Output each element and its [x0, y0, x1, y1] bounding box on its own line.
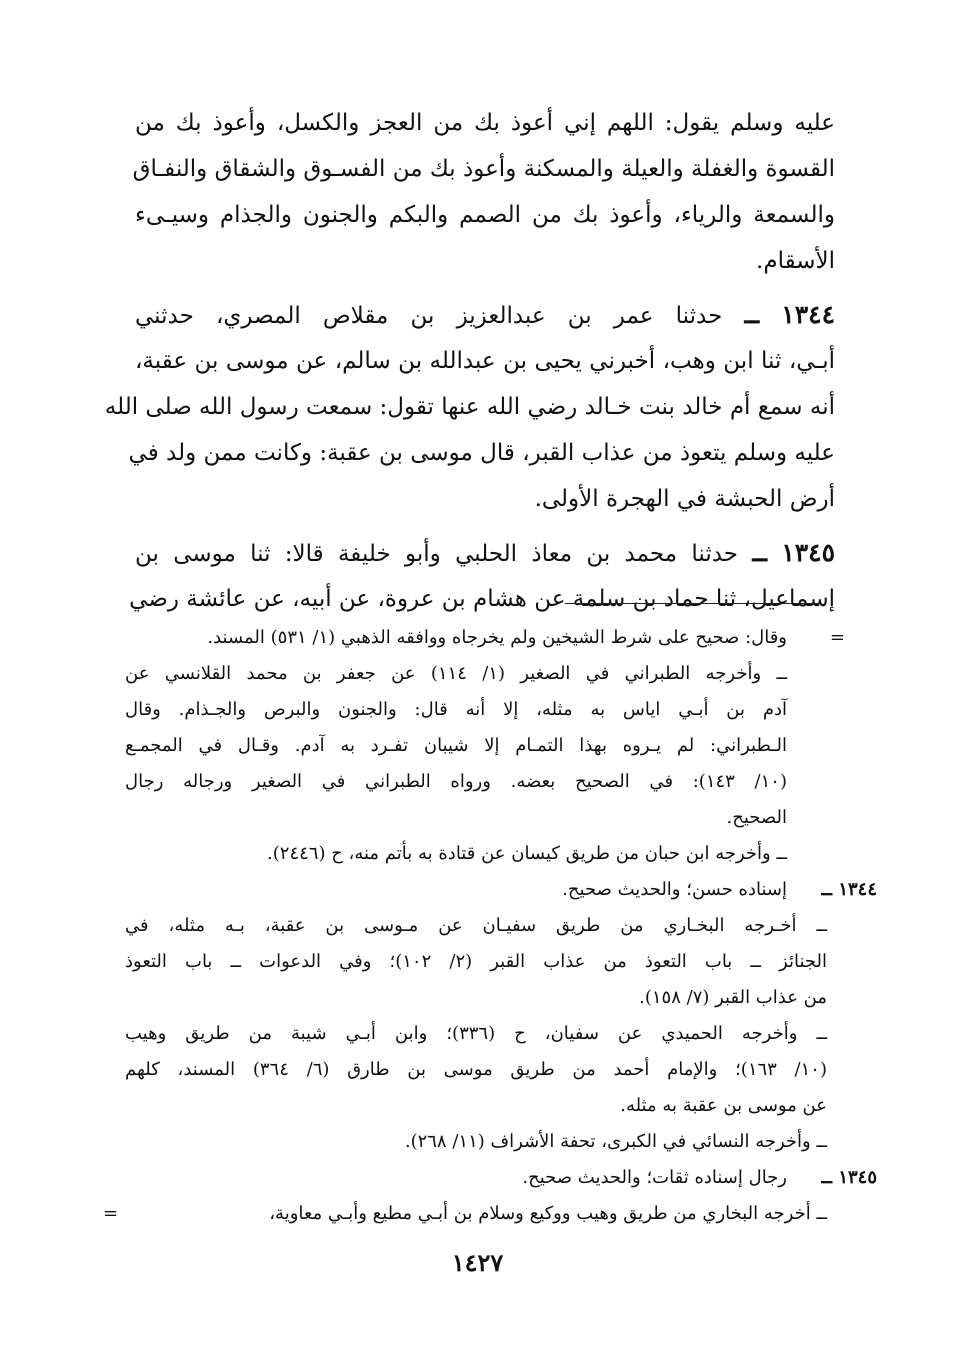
continuation-mark-end: =: [103, 1203, 119, 1224]
footnote-line: ــ أخـرجه البخـاري من طريق سفيـان عن مـوسى بن عقبة، بـه مثله، في: [125, 915, 827, 936]
footnote-line: من عذاب القبر (٧/ ١٥٨).: [639, 987, 827, 1008]
text-line: والسمعة والرياء، وأعوذ بك من الصمم والبكم والجنون والجذام وسيـىء: [135, 202, 835, 228]
main-text: [104, 100, 836, 622]
footnote-line: الـطبراني: لم يـروه بهذا التمـام إلا شيبان تفـرد به آدم. وقـال في المجمـع: [125, 735, 787, 756]
footnote-1344-heading: ١٣٤٤ ــ إسناده حسن؛ والحديث صحيح.: [125, 872, 827, 908]
footnote-separator: [565, 603, 820, 604]
footnote-line: عن موسى بن عقبة به مثله.: [620, 1095, 827, 1116]
hadith-dash: ــ: [752, 538, 767, 567]
hadith-number: ١٣٤٤: [781, 300, 835, 329]
footnote-line: الصحيح.: [726, 807, 787, 828]
footnote-line: ــ وأخرجه الحميدي عن سفيان، ح (٣٣٦)؛ وابن أبـي شيبة من طريق وهيب: [125, 1023, 827, 1044]
text-line: عليه وسلم يقول: اللهم إني أعوذ بك من العجز والكسل، وأعوذ بك من: [135, 110, 835, 136]
page-number: ١٤٢٧: [451, 1248, 504, 1277]
footnotes: [103, 620, 877, 1232]
footnote-line: الجنائز ــ باب التعوذ من عذاب القبر (٢/ ١٠٢)؛ وفي الدعوات ــ باب التعوذ: [125, 951, 827, 972]
text-line: عليه وسلم يتعوذ من عذاب القبر، قال موسى بن عقبة: وكانت ممن ولد في: [128, 440, 835, 466]
hadith-text: حدثنا عمر بن عبدالعزيز بن مقلاص المصري، حدثني: [135, 303, 723, 329]
footnote-line: (١٠/ ١٦٣)؛ والإمام أحمد من طريق موسى بن طارق (٦/ ٣٦٤) المسند، كلهم: [125, 1059, 827, 1080]
continuation-mark: =: [829, 627, 845, 648]
footnote-line: (١٠/ ١٤٣): في الصحيح بعضه. ورواه الطبراني في الصغير ورجاله رجال: [125, 771, 787, 792]
text-line: أرض الحبشة في الهجرة الأولى.: [534, 486, 835, 512]
footnote-line: ــ وأخرجه الطبراني في الصغير (١/ ١١٤) عن جعفر بن محمد القلانسي عن: [125, 663, 787, 684]
text-line: أنه سمع أم خالد بنت خـالد رضي الله عنها تقول: سمعت رسول الله صلى الله: [104, 394, 835, 420]
hadith-1345-first-line: [135, 530, 835, 576]
footnote-line: ــ وأخرجه النسائي في الكبرى، تحفة الأشراف (١١/ ٢٦٨).: [404, 1131, 827, 1152]
footnote-1345-heading: ١٣٤٥ ــ رجال إسناده ثقات؛ والحديث صحيح.: [125, 1160, 827, 1196]
text-line: القسوة والغفلة والعيلة والمسكنة وأعوذ بك من الفسـوق والشقاق والنفـاق: [132, 156, 835, 182]
footnote-number: ١٣٤٥ ــ: [821, 1167, 877, 1188]
hadith-number: ١٣٤٥: [781, 538, 836, 567]
hadith-1344-first-line: [135, 292, 835, 338]
footnote-line: ــ وأخرجه ابن حبان من طريق كيسان عن قتادة به بأتم منه، ح (٢٤٤٦).: [267, 843, 787, 864]
footnote-line: آدم بن أبـي اياس به مثله، إلا أنه قال: والجنون والبرص والجـذام. وقال: [125, 699, 787, 720]
hadith-dash: ــ: [744, 300, 760, 329]
footnote-line: ــ أخرجه البخاري من طريق وهيب ووكيع وسلام بن أبـي مطيع وأبـي معاوية، =: [125, 1196, 827, 1232]
text-line: الأسقام.: [756, 248, 835, 274]
hadith-text: حدثنا محمد بن معاذ الحلبي وأبو خليفة قالا: ثنا موسى بن: [135, 541, 739, 567]
text-line: أبـي، ثنا ابن وهب، أخبرني يحيى بن عبدالله بن سالم، عن موسى بن عقبة،: [135, 348, 835, 374]
footnote-line: = وقال: صحيح على شرط الشيخين ولم يخرجاه ووافقه الذهبي (١/ ٥٣١) المسند.: [125, 620, 827, 656]
text-line: إسماعيل، ثنا حماد بن سلمة عن هشام بن عروة، عن أبيه، عن عائشة رضي: [129, 586, 835, 612]
footnote-number: ١٣٤٤ ــ: [821, 879, 877, 900]
